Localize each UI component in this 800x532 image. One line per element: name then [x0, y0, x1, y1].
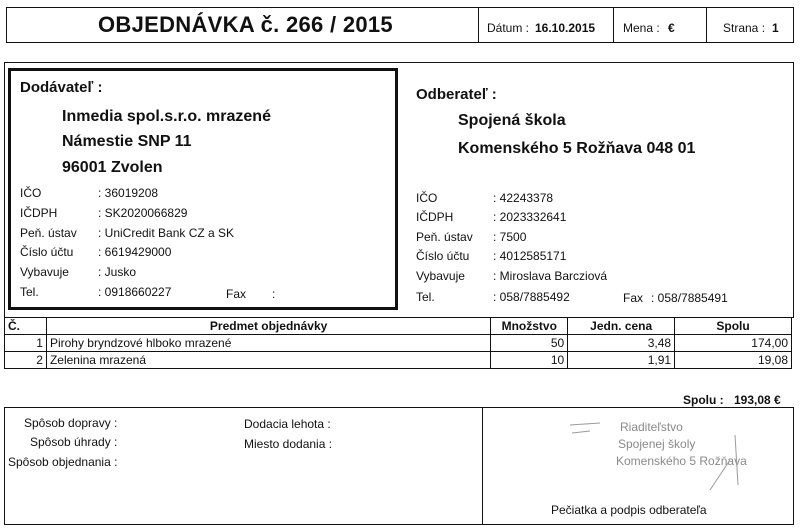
- stamp-line-2: Spojenej školy: [618, 437, 696, 451]
- supplier-tel-value: : 0918660227: [98, 285, 172, 299]
- supplier-ico-label: IČO: [20, 186, 42, 200]
- supplier-name: Inmedia spol.s.r.o. mrazené: [62, 108, 271, 125]
- stamp-mark: [560, 405, 750, 495]
- row-item: Zelenina mrazená: [46, 352, 490, 369]
- row-quantity: 50: [491, 335, 568, 352]
- sum-label: Spolu :: [683, 393, 724, 407]
- supplier-fax-label: Fax: [226, 287, 247, 301]
- col-total-header: Spolu: [675, 318, 792, 335]
- customer-fax-value: : 058/7885491: [651, 291, 728, 305]
- row-item: Pirohy bryndzové hlboko mrazené: [46, 335, 490, 352]
- page-label: Strana :: [723, 21, 766, 35]
- customer-tel-label: Tel.: [416, 290, 435, 304]
- table-header-row: [5, 318, 792, 335]
- table-row: [5, 352, 792, 369]
- supplier-street: Námestie SNP 11: [62, 133, 192, 150]
- supplier-ico-value: : 36019208: [98, 186, 159, 200]
- customer-address: Komenského 5 Rožňava 048 01: [458, 140, 696, 157]
- sum-value: 193,08 €: [734, 393, 781, 407]
- row-total: 19,08: [675, 352, 792, 369]
- page-value: 1: [772, 21, 779, 35]
- row-unit-price: 1,91: [568, 352, 675, 369]
- customer-contact-value: : Miroslava Barcziová: [493, 269, 608, 283]
- supplier-tel-label: Tel.: [20, 285, 39, 299]
- customer-icdph-label: IČDPH: [416, 210, 454, 224]
- customer-name: Spojená škola: [458, 112, 566, 129]
- customer-contact-label: Vybavuje: [416, 269, 465, 283]
- supplier-account-value: : 6619429000: [98, 245, 172, 259]
- row-number: 2: [5, 352, 47, 369]
- supplier-heading: Dodávateľ :: [20, 79, 103, 96]
- customer-account-label: Číslo účtu: [416, 249, 470, 263]
- date-value: 16.10.2015: [535, 21, 596, 35]
- col-number-header: Č.: [5, 318, 47, 335]
- customer-account-value: : 4012585171: [493, 249, 567, 263]
- customer-fax-label: Fax: [623, 291, 644, 305]
- row-total: 174,00: [675, 335, 792, 352]
- supplier-fax-value: :: [272, 287, 276, 301]
- customer-tel-value: : 058/7885492: [493, 290, 570, 304]
- delivery-time-label: Dodacia lehota :: [244, 417, 331, 431]
- supplier-bank-value: : UniCredit Bank CZ a SK: [98, 226, 235, 240]
- supplier-city: 96001 Zvolen: [62, 159, 163, 176]
- col-quantity-header: Množstvo: [491, 318, 568, 335]
- supplier-bank-label: Peň. ústav: [20, 226, 77, 240]
- page-title: OBJEDNÁVKA č. 266 / 2015: [98, 12, 393, 37]
- transport-label: Spôsob dopravy :: [24, 416, 118, 430]
- stamp-line-3: Komenského 5 Rožňava: [616, 454, 747, 468]
- payment-label: Spôsob úhrady :: [30, 435, 118, 449]
- supplier-contact-label: Vybavuje: [20, 265, 69, 279]
- customer-icdph-value: : 2023332641: [493, 210, 567, 224]
- supplier-contact-value: : Jusko: [98, 265, 137, 279]
- row-unit-price: 3,48: [568, 335, 675, 352]
- customer-heading: Odberateľ :: [416, 86, 497, 103]
- date-label: Dátum :: [487, 21, 530, 35]
- col-item-header: Predmet objednávky: [46, 318, 490, 335]
- row-quantity: 10: [491, 352, 568, 369]
- delivery-place-label: Miesto dodania :: [244, 437, 333, 451]
- ordering-label: Spôsob objednania :: [8, 455, 118, 469]
- currency-value: €: [668, 21, 675, 35]
- items-table: [4, 317, 792, 369]
- supplier-account-label: Číslo účtu: [20, 245, 74, 259]
- customer-ico-label: IČO: [416, 191, 438, 205]
- customer-bank-value: : 7500: [493, 230, 527, 244]
- stamp-line-1: Riaditeľstvo: [620, 420, 683, 434]
- supplier-icdph-label: IČDPH: [20, 206, 58, 220]
- currency-label: Mena :: [623, 21, 660, 35]
- customer-bank-label: Peň. ústav: [416, 230, 473, 244]
- col-unit-price-header: Jedn. cena: [568, 318, 675, 335]
- row-number: 1: [5, 335, 47, 352]
- supplier-icdph-value: : SK2020066829: [98, 206, 188, 220]
- table-row: [5, 335, 792, 352]
- signature-label: Pečiatka a podpis odberateľa: [551, 503, 707, 517]
- customer-ico-value: : 42243378: [493, 191, 554, 205]
